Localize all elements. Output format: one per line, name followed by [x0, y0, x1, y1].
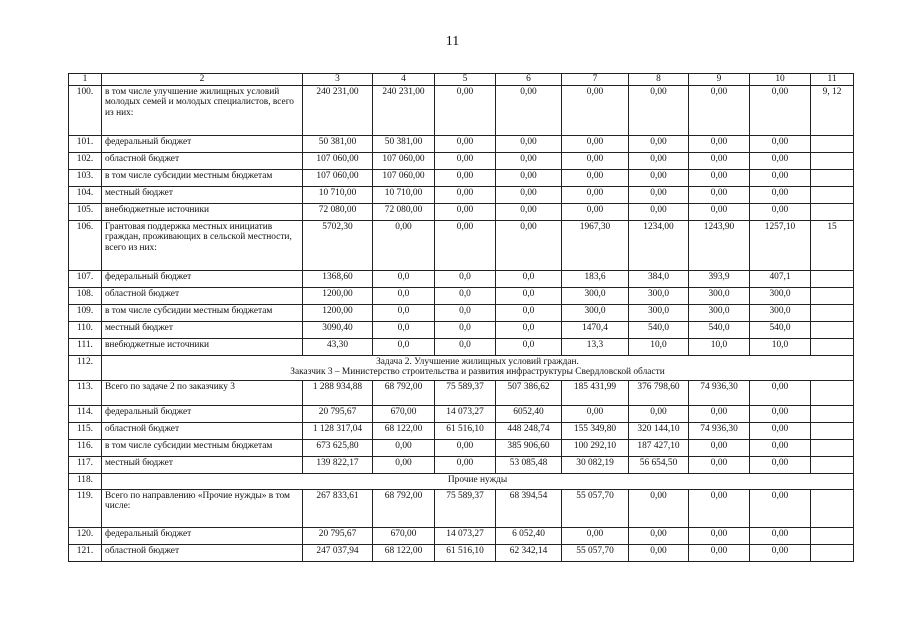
reference-cell — [811, 152, 854, 169]
row-number: 119. — [69, 489, 102, 527]
header-cell: 7 — [562, 74, 629, 86]
value-cell: 183,6 — [562, 270, 629, 287]
value-cell: 30 082,19 — [562, 456, 629, 473]
value-cell: 670,00 — [373, 405, 435, 422]
row-number: 111. — [69, 338, 102, 355]
value-cell: 0,00 — [562, 203, 629, 220]
value-cell: 1200,00 — [303, 304, 373, 321]
value-cell: 0,00 — [689, 439, 750, 456]
value-cell: 107 060,00 — [373, 152, 435, 169]
value-cell: 68 792,00 — [373, 489, 435, 527]
row-label: областной бюджет — [102, 544, 303, 561]
row-label: Грантовая поддержка местных инициатив граждан, проживающих в сельской местности, всего из них: — [102, 220, 303, 270]
row-label: федеральный бюджет — [102, 270, 303, 287]
value-cell: 139 822,17 — [303, 456, 373, 473]
value-cell: 407,1 — [750, 270, 811, 287]
row-label: областной бюджет — [102, 422, 303, 439]
value-cell: 0,00 — [629, 489, 689, 527]
value-cell: 240 231,00 — [303, 85, 373, 135]
value-cell: 0,0 — [435, 304, 496, 321]
value-cell: 50 381,00 — [373, 135, 435, 152]
table-row — [69, 422, 854, 439]
header-cell: 11 — [811, 74, 854, 86]
row-number: 104. — [69, 186, 102, 203]
reference-cell — [811, 422, 854, 439]
value-cell: 0,00 — [750, 439, 811, 456]
value-cell: 0,00 — [750, 422, 811, 439]
value-cell: 0,00 — [689, 456, 750, 473]
row-number: 114. — [69, 405, 102, 422]
value-cell: 107 060,00 — [303, 169, 373, 186]
table-row — [69, 152, 854, 169]
value-cell: 0,00 — [435, 85, 496, 135]
value-cell: 0,00 — [496, 186, 562, 203]
value-cell: 0,00 — [750, 186, 811, 203]
header-cell: 10 — [750, 74, 811, 86]
row-label: Всего по направлению «Прочие нужды» в том числе: — [102, 489, 303, 527]
value-cell: 540,0 — [750, 321, 811, 338]
value-cell: 13,3 — [562, 338, 629, 355]
value-cell: 448 248,74 — [496, 422, 562, 439]
value-cell: 74 936,30 — [689, 380, 750, 405]
value-cell: 6 052,40 — [496, 527, 562, 544]
reference-cell — [811, 186, 854, 203]
value-cell: 0,00 — [689, 203, 750, 220]
section-line: Прочие нужды — [447, 474, 508, 485]
value-cell: 0,00 — [689, 405, 750, 422]
value-cell: 100 292,10 — [562, 439, 629, 456]
value-cell: 107 060,00 — [373, 169, 435, 186]
reference-cell — [811, 135, 854, 152]
value-cell: 0,00 — [435, 152, 496, 169]
row-label: в том числе улучшение жилищных условий молодых семей и молодых специалистов, всего из них: — [102, 85, 303, 135]
value-cell: 0,00 — [750, 203, 811, 220]
value-cell: 300,0 — [689, 304, 750, 321]
value-cell: 670,00 — [373, 527, 435, 544]
row-label: местный бюджет — [102, 186, 303, 203]
reference-cell — [811, 203, 854, 220]
value-cell: 74 936,30 — [689, 422, 750, 439]
row-number: 101. — [69, 135, 102, 152]
value-cell: 0,00 — [435, 203, 496, 220]
row-label: в том числе субсидии местным бюджетам — [102, 439, 303, 456]
value-cell: 540,0 — [689, 321, 750, 338]
value-cell: 1967,30 — [562, 220, 629, 270]
value-cell: 0,00 — [750, 544, 811, 561]
value-cell: 68 394,54 — [496, 489, 562, 527]
reference-cell — [811, 321, 854, 338]
value-cell: 300,0 — [562, 304, 629, 321]
value-cell: 20 795,67 — [303, 527, 373, 544]
section-row — [69, 473, 854, 489]
value-cell: 0,00 — [689, 527, 750, 544]
value-cell: 0,00 — [435, 169, 496, 186]
reference-cell: 15 — [811, 220, 854, 270]
header-cell: 1 — [69, 74, 102, 86]
header-cell: 9 — [689, 74, 750, 86]
value-cell: 0,00 — [562, 85, 629, 135]
row-number: 102. — [69, 152, 102, 169]
reference-cell — [811, 287, 854, 304]
value-cell: 0,00 — [435, 220, 496, 270]
section-line: Заказчик 3 – Министерство строительства и развития инфраструктуры Свердловской области — [290, 367, 665, 378]
value-cell: 0,00 — [373, 456, 435, 473]
table-row — [69, 85, 854, 135]
value-cell: 61 516,10 — [435, 422, 496, 439]
value-cell: 384,0 — [629, 270, 689, 287]
value-cell: 0,00 — [629, 152, 689, 169]
reference-cell — [811, 544, 854, 561]
value-cell: 0,00 — [496, 152, 562, 169]
value-cell: 0,0 — [373, 304, 435, 321]
row-label: областной бюджет — [102, 287, 303, 304]
value-cell: 0,00 — [750, 380, 811, 405]
value-cell: 0,00 — [496, 169, 562, 186]
table-row — [69, 321, 854, 338]
value-cell: 0,0 — [496, 270, 562, 287]
value-cell: 0,00 — [435, 439, 496, 456]
value-cell: 14 073,27 — [435, 405, 496, 422]
reference-cell — [811, 489, 854, 527]
table-row — [69, 544, 854, 561]
value-cell: 0,00 — [750, 152, 811, 169]
table-row — [69, 456, 854, 473]
row-label: федеральный бюджет — [102, 405, 303, 422]
value-cell: 0,00 — [750, 527, 811, 544]
value-cell: 3090,40 — [303, 321, 373, 338]
table-body — [69, 74, 854, 562]
value-cell: 0,00 — [750, 405, 811, 422]
value-cell: 75 589,37 — [435, 380, 496, 405]
value-cell: 1368,60 — [303, 270, 373, 287]
value-cell: 0,0 — [435, 270, 496, 287]
reference-cell — [811, 304, 854, 321]
value-cell: 68 122,00 — [373, 422, 435, 439]
value-cell: 0,00 — [629, 135, 689, 152]
value-cell: 0,00 — [496, 220, 562, 270]
row-number: 115. — [69, 422, 102, 439]
budget-table — [68, 73, 854, 562]
value-cell: 75 589,37 — [435, 489, 496, 527]
value-cell: 14 073,27 — [435, 527, 496, 544]
section-row — [69, 355, 854, 380]
value-cell: 0,00 — [689, 186, 750, 203]
table-row — [69, 405, 854, 422]
value-cell: 0,00 — [750, 169, 811, 186]
value-cell: 61 516,10 — [435, 544, 496, 561]
row-label: местный бюджет — [102, 321, 303, 338]
value-cell: 20 795,67 — [303, 405, 373, 422]
row-number: 120. — [69, 527, 102, 544]
value-cell: 300,0 — [629, 287, 689, 304]
value-cell: 0,00 — [750, 489, 811, 527]
value-cell: 107 060,00 — [303, 152, 373, 169]
value-cell: 300,0 — [562, 287, 629, 304]
value-cell: 72 080,00 — [303, 203, 373, 220]
reference-cell — [811, 405, 854, 422]
value-cell: 247 037,94 — [303, 544, 373, 561]
value-cell: 0,0 — [373, 287, 435, 304]
section-title — [102, 473, 854, 489]
row-number: 106. — [69, 220, 102, 270]
value-cell: 267 833,61 — [303, 489, 373, 527]
row-label: внебюджетные источники — [102, 338, 303, 355]
reference-cell — [811, 527, 854, 544]
row-number: 100. — [69, 85, 102, 135]
value-cell: 0,00 — [689, 169, 750, 186]
value-cell: 1 128 317,04 — [303, 422, 373, 439]
value-cell: 1200,00 — [303, 287, 373, 304]
value-cell: 300,0 — [629, 304, 689, 321]
reference-cell — [811, 338, 854, 355]
value-cell: 0,00 — [629, 544, 689, 561]
table-row — [69, 489, 854, 527]
value-cell: 0,00 — [750, 456, 811, 473]
value-cell: 0,00 — [629, 203, 689, 220]
value-cell: 0,00 — [629, 85, 689, 135]
table-row — [69, 203, 854, 220]
row-number: 105. — [69, 203, 102, 220]
value-cell: 155 349,80 — [562, 422, 629, 439]
value-cell: 0,00 — [373, 220, 435, 270]
value-cell: 540,0 — [629, 321, 689, 338]
row-number: 107. — [69, 270, 102, 287]
value-cell: 0,0 — [435, 287, 496, 304]
value-cell: 1243,90 — [689, 220, 750, 270]
value-cell: 0,00 — [496, 85, 562, 135]
value-cell: 0,00 — [629, 169, 689, 186]
value-cell: 0,00 — [562, 405, 629, 422]
value-cell: 0,0 — [373, 321, 435, 338]
value-cell: 55 057,70 — [562, 489, 629, 527]
value-cell: 1234,00 — [629, 220, 689, 270]
value-cell: 0,00 — [373, 439, 435, 456]
value-cell: 68 122,00 — [373, 544, 435, 561]
table-row — [69, 380, 854, 405]
value-cell: 1470,4 — [562, 321, 629, 338]
section-title — [102, 355, 854, 380]
value-cell: 56 654,50 — [629, 456, 689, 473]
value-cell: 5702,30 — [303, 220, 373, 270]
row-number: 113. — [69, 380, 102, 405]
table-row — [69, 270, 854, 287]
value-cell: 187 427,10 — [629, 439, 689, 456]
row-label: федеральный бюджет — [102, 135, 303, 152]
value-cell: 62 342,14 — [496, 544, 562, 561]
table-row — [69, 169, 854, 186]
reference-cell — [811, 169, 854, 186]
row-number: 118. — [69, 473, 102, 489]
row-label: местный бюджет — [102, 456, 303, 473]
value-cell: 0,00 — [435, 456, 496, 473]
value-cell: 10 710,00 — [373, 186, 435, 203]
reference-cell — [811, 456, 854, 473]
row-number: 117. — [69, 456, 102, 473]
value-cell: 240 231,00 — [373, 85, 435, 135]
value-cell: 6052,40 — [496, 405, 562, 422]
value-cell: 0,00 — [562, 186, 629, 203]
value-cell: 0,0 — [435, 338, 496, 355]
row-label: Всего по задаче 2 по заказчику 3 — [102, 380, 303, 405]
value-cell: 300,0 — [750, 287, 811, 304]
value-cell: 1257,10 — [750, 220, 811, 270]
reference-cell — [811, 380, 854, 405]
value-cell: 507 386,62 — [496, 380, 562, 405]
value-cell: 376 798,60 — [629, 380, 689, 405]
row-label: в том числе субсидии местным бюджетам — [102, 304, 303, 321]
value-cell: 185 431,99 — [562, 380, 629, 405]
header-cell: 8 — [629, 74, 689, 86]
value-cell: 43,30 — [303, 338, 373, 355]
value-cell: 0,00 — [629, 186, 689, 203]
header-cell: 4 — [373, 74, 435, 86]
value-cell: 0,00 — [750, 135, 811, 152]
reference-cell — [811, 270, 854, 287]
value-cell: 0,0 — [496, 321, 562, 338]
value-cell: 55 057,70 — [562, 544, 629, 561]
table-row — [69, 135, 854, 152]
row-number: 103. — [69, 169, 102, 186]
value-cell: 68 792,00 — [373, 380, 435, 405]
value-cell: 0,00 — [750, 85, 811, 135]
value-cell: 0,00 — [689, 489, 750, 527]
table-row — [69, 287, 854, 304]
row-label: областной бюджет — [102, 152, 303, 169]
reference-cell: 9, 12 — [811, 85, 854, 135]
row-label: федеральный бюджет — [102, 527, 303, 544]
table-row — [69, 304, 854, 321]
value-cell: 72 080,00 — [373, 203, 435, 220]
row-number: 112. — [69, 355, 102, 380]
table-row — [69, 338, 854, 355]
value-cell: 0,0 — [435, 321, 496, 338]
value-cell: 0,0 — [496, 304, 562, 321]
row-number: 110. — [69, 321, 102, 338]
value-cell: 393,9 — [689, 270, 750, 287]
value-cell: 0,00 — [689, 152, 750, 169]
table-row — [69, 527, 854, 544]
row-number: 108. — [69, 287, 102, 304]
row-number: 109. — [69, 304, 102, 321]
value-cell: 50 381,00 — [303, 135, 373, 152]
value-cell: 10 710,00 — [303, 186, 373, 203]
value-cell: 0,00 — [629, 527, 689, 544]
value-cell: 0,00 — [562, 135, 629, 152]
value-cell: 0,0 — [496, 287, 562, 304]
value-cell: 10,0 — [750, 338, 811, 355]
value-cell: 0,00 — [689, 135, 750, 152]
page-number: 11 — [445, 34, 460, 49]
header-cell: 6 — [496, 74, 562, 86]
header-row — [69, 74, 854, 86]
row-label: в том числе субсидии местным бюджетам — [102, 169, 303, 186]
value-cell: 0,00 — [689, 85, 750, 135]
row-number: 116. — [69, 439, 102, 456]
value-cell: 10,0 — [689, 338, 750, 355]
table-row — [69, 186, 854, 203]
value-cell: 385 906,60 — [496, 439, 562, 456]
value-cell: 0,00 — [496, 135, 562, 152]
header-cell: 3 — [303, 74, 373, 86]
value-cell: 300,0 — [750, 304, 811, 321]
value-cell: 0,00 — [562, 527, 629, 544]
value-cell: 0,00 — [629, 405, 689, 422]
row-label: внебюджетные источники — [102, 203, 303, 220]
reference-cell — [811, 439, 854, 456]
value-cell: 0,0 — [373, 270, 435, 287]
value-cell: 0,00 — [562, 169, 629, 186]
table-row — [69, 439, 854, 456]
value-cell: 0,00 — [562, 152, 629, 169]
value-cell: 1 288 934,88 — [303, 380, 373, 405]
value-cell: 0,00 — [435, 135, 496, 152]
section-line: Задача 2. Улучшение жилищных условий граждан. — [376, 356, 579, 367]
value-cell: 0,00 — [689, 544, 750, 561]
header-cell: 5 — [435, 74, 496, 86]
row-number: 121. — [69, 544, 102, 561]
value-cell: 673 625,80 — [303, 439, 373, 456]
value-cell: 0,00 — [496, 203, 562, 220]
table-row — [69, 220, 854, 270]
header-cell: 2 — [102, 74, 303, 86]
value-cell: 300,0 — [689, 287, 750, 304]
value-cell: 0,0 — [373, 338, 435, 355]
value-cell: 0,00 — [435, 186, 496, 203]
value-cell: 320 144,10 — [629, 422, 689, 439]
value-cell: 10,0 — [629, 338, 689, 355]
value-cell: 53 085,48 — [496, 456, 562, 473]
value-cell: 0,0 — [496, 338, 562, 355]
